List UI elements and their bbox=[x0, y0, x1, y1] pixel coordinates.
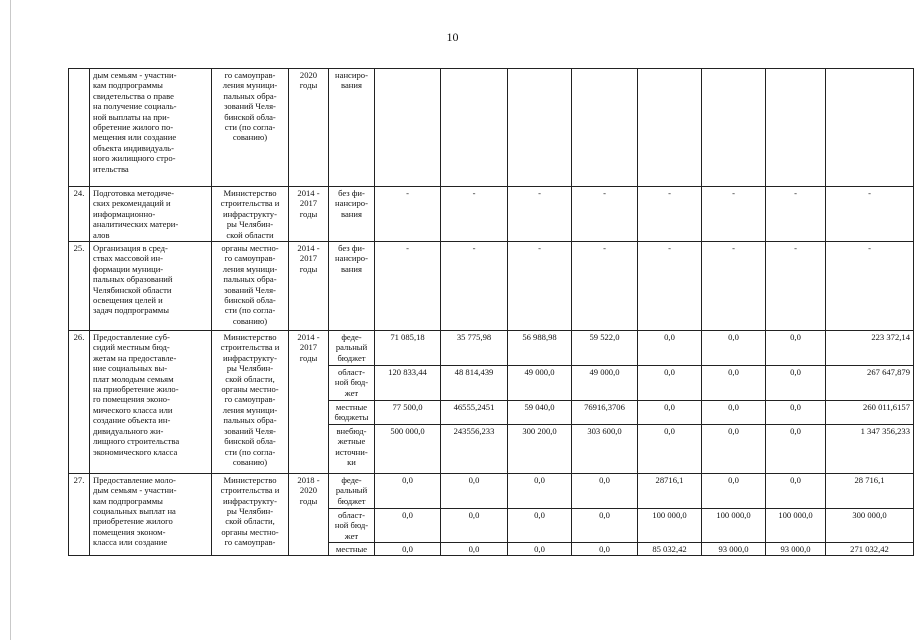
value-cell: 100 000,0 bbox=[638, 508, 702, 542]
value-cell: - bbox=[375, 187, 441, 242]
total-cell: 271 032,42 bbox=[826, 543, 914, 556]
table-row-24 bbox=[69, 187, 914, 242]
value-cell: 28716,1 bbox=[638, 473, 702, 508]
value-cell: 77 500,0 bbox=[375, 401, 441, 425]
total-cell bbox=[826, 69, 914, 187]
executor: органы местно- го самоуправ- ления муници- пальных обра- зований Челя- бинской обла- сти (по согла- сованию) bbox=[212, 242, 289, 331]
value-cell: 303 600,0 bbox=[572, 424, 638, 473]
measure-name: дым семьям - участни- кам подпрограммы свидетельства о праве на получение социаль- ной выплаты на при- обретение жилого по- мещения или создание объекта индивидуаль- ного жилищного стро- ительства bbox=[90, 69, 212, 187]
value-cell: 0,0 bbox=[638, 366, 702, 401]
funding-source: местные bbox=[329, 543, 375, 556]
value-cell: 0,0 bbox=[441, 508, 508, 542]
value-cell: - bbox=[441, 242, 508, 331]
executor: го самоуправ- ления муници- пальных обра- зований Челя- бинской обла- сти (по согла- сованию) bbox=[212, 69, 289, 187]
value-cell bbox=[572, 69, 638, 187]
value-cell: 59 040,0 bbox=[508, 401, 572, 425]
value-cell: 243556,233 bbox=[441, 424, 508, 473]
value-cell: 0,0 bbox=[441, 543, 508, 556]
value-cell: 120 833,44 bbox=[375, 366, 441, 401]
funding-source: внебюд- жетные источни- ки bbox=[329, 424, 375, 473]
funding-source: нансиро- вания bbox=[329, 69, 375, 187]
value-cell: - bbox=[638, 187, 702, 242]
table-row-27-federal bbox=[69, 473, 914, 508]
funding-source: област- ной бюд- жет bbox=[329, 508, 375, 542]
value-cell: - bbox=[572, 242, 638, 331]
value-cell: 300 200,0 bbox=[508, 424, 572, 473]
total-cell: - bbox=[826, 187, 914, 242]
value-cell: 0,0 bbox=[766, 424, 826, 473]
funding-source: местные бюджеты bbox=[329, 401, 375, 425]
value-cell: 0,0 bbox=[702, 473, 766, 508]
value-cell: - bbox=[766, 187, 826, 242]
total-cell: - bbox=[826, 242, 914, 331]
value-cell: 49 000,0 bbox=[508, 366, 572, 401]
value-cell: 46555,2451 bbox=[441, 401, 508, 425]
value-cell bbox=[375, 69, 441, 187]
value-cell: 0,0 bbox=[375, 543, 441, 556]
value-cell: 0,0 bbox=[375, 508, 441, 542]
funding-source: феде- ральный бюджет bbox=[329, 331, 375, 366]
term: 2018 - 2020 годы bbox=[289, 473, 329, 556]
term: 2014 - 2017 годы bbox=[289, 187, 329, 242]
funding-source: без фи- нансиро- вания bbox=[329, 187, 375, 242]
page-number: 10 bbox=[446, 30, 459, 44]
value-cell bbox=[766, 69, 826, 187]
value-cell: - bbox=[508, 242, 572, 331]
total-cell: 267 647,879 bbox=[826, 366, 914, 401]
row-number: 25. bbox=[69, 242, 90, 331]
value-cell: 100 000,0 bbox=[766, 508, 826, 542]
funding-source: област- ной бюд- жет bbox=[329, 366, 375, 401]
value-cell: 0,0 bbox=[572, 543, 638, 556]
executor: Министерство строительства и инфраструкту- ры Челябин- ской области bbox=[212, 187, 289, 242]
value-cell: 0,0 bbox=[702, 331, 766, 366]
value-cell: 59 522,0 bbox=[572, 331, 638, 366]
value-cell: 0,0 bbox=[766, 473, 826, 508]
value-cell: 93 000,0 bbox=[766, 543, 826, 556]
value-cell bbox=[638, 69, 702, 187]
value-cell: 0,0 bbox=[572, 508, 638, 542]
table-row-continuation bbox=[69, 69, 914, 187]
value-cell: 0,0 bbox=[638, 424, 702, 473]
table-row-26-federal bbox=[69, 331, 914, 366]
value-cell: - bbox=[766, 242, 826, 331]
value-cell bbox=[702, 69, 766, 187]
value-cell: - bbox=[702, 242, 766, 331]
value-cell: - bbox=[638, 242, 702, 331]
executor: Министерство строительства и инфраструкту- ры Челябин- ской области, органы местно- го самоуправ- ления муници- пальных обра- зований Челя- бинской обла- сти (по согла- сованию) bbox=[212, 331, 289, 474]
total-cell: 28 716,1 bbox=[826, 473, 914, 508]
value-cell: 0,0 bbox=[375, 473, 441, 508]
value-cell: 500 000,0 bbox=[375, 424, 441, 473]
value-cell: 0,0 bbox=[441, 473, 508, 508]
value-cell: 93 000,0 bbox=[702, 543, 766, 556]
value-cell: 48 814,439 bbox=[441, 366, 508, 401]
value-cell: - bbox=[441, 187, 508, 242]
row-number: 26. bbox=[69, 331, 90, 474]
value-cell: 71 085,18 bbox=[375, 331, 441, 366]
value-cell: 0,0 bbox=[638, 401, 702, 425]
total-cell: 223 372,14 bbox=[826, 331, 914, 366]
value-cell: 56 988,98 bbox=[508, 331, 572, 366]
value-cell: 0,0 bbox=[572, 473, 638, 508]
value-cell: 100 000,0 bbox=[702, 508, 766, 542]
term: 2014 - 2017 годы bbox=[289, 242, 329, 331]
executor: Министерство строительства и инфраструкту- ры Челябин- ской области, органы местно- го самоуправ- bbox=[212, 473, 289, 556]
measure-name: Подготовка методиче- ских рекомендаций и информационно- аналитических матери- алов bbox=[90, 187, 212, 242]
value-cell: 0,0 bbox=[766, 331, 826, 366]
measure-name: Предоставление моло- дым семьям - участни- кам подпрограммы социальных выплат на приобретение жилого помещения эконом- класса или создание bbox=[90, 473, 212, 556]
funding-source: без фи- нансиро- вания bbox=[329, 242, 375, 331]
value-cell: 0,0 bbox=[766, 366, 826, 401]
value-cell: 0,0 bbox=[508, 543, 572, 556]
funding-source: феде- ральный бюджет bbox=[329, 473, 375, 508]
term: 2014 - 2017 годы bbox=[289, 331, 329, 474]
value-cell: - bbox=[702, 187, 766, 242]
row-number: 27. bbox=[69, 473, 90, 556]
row-number bbox=[69, 69, 90, 187]
value-cell: 0,0 bbox=[702, 424, 766, 473]
value-cell: - bbox=[375, 242, 441, 331]
value-cell bbox=[508, 69, 572, 187]
term: 2020 годы bbox=[289, 69, 329, 187]
value-cell: - bbox=[508, 187, 572, 242]
table-row-25 bbox=[69, 242, 914, 331]
value-cell: 0,0 bbox=[638, 331, 702, 366]
value-cell: 0,0 bbox=[766, 401, 826, 425]
total-cell: 260 011,6157 bbox=[826, 401, 914, 425]
value-cell: 0,0 bbox=[508, 508, 572, 542]
row-number: 24. bbox=[69, 187, 90, 242]
value-cell: 76916,3706 bbox=[572, 401, 638, 425]
value-cell: - bbox=[572, 187, 638, 242]
total-cell: 300 000,0 bbox=[826, 508, 914, 542]
value-cell bbox=[441, 69, 508, 187]
value-cell: 0,0 bbox=[508, 473, 572, 508]
page-edge-line bbox=[10, 0, 11, 640]
measure-name: Предоставление суб- сидий местным бюд- жетам на предоставле- ние социальных вы- плат молодым семьям на приобретение жило- го помещения эконо- мического класса или создание объекта ин- дивидуального жи- лищного строительства экономического класса bbox=[90, 331, 212, 474]
total-cell: 1 347 356,233 bbox=[826, 424, 914, 473]
value-cell: 85 032,42 bbox=[638, 543, 702, 556]
value-cell: 49 000,0 bbox=[572, 366, 638, 401]
value-cell: 0,0 bbox=[702, 366, 766, 401]
funding-table bbox=[68, 68, 914, 556]
value-cell: 0,0 bbox=[702, 401, 766, 425]
value-cell: 35 775,98 bbox=[441, 331, 508, 366]
measure-name: Организация в сред- ствах массовой ин- формации муници- пальных образований Челябинской области освещения целей и задач подпрограммы bbox=[90, 242, 212, 331]
